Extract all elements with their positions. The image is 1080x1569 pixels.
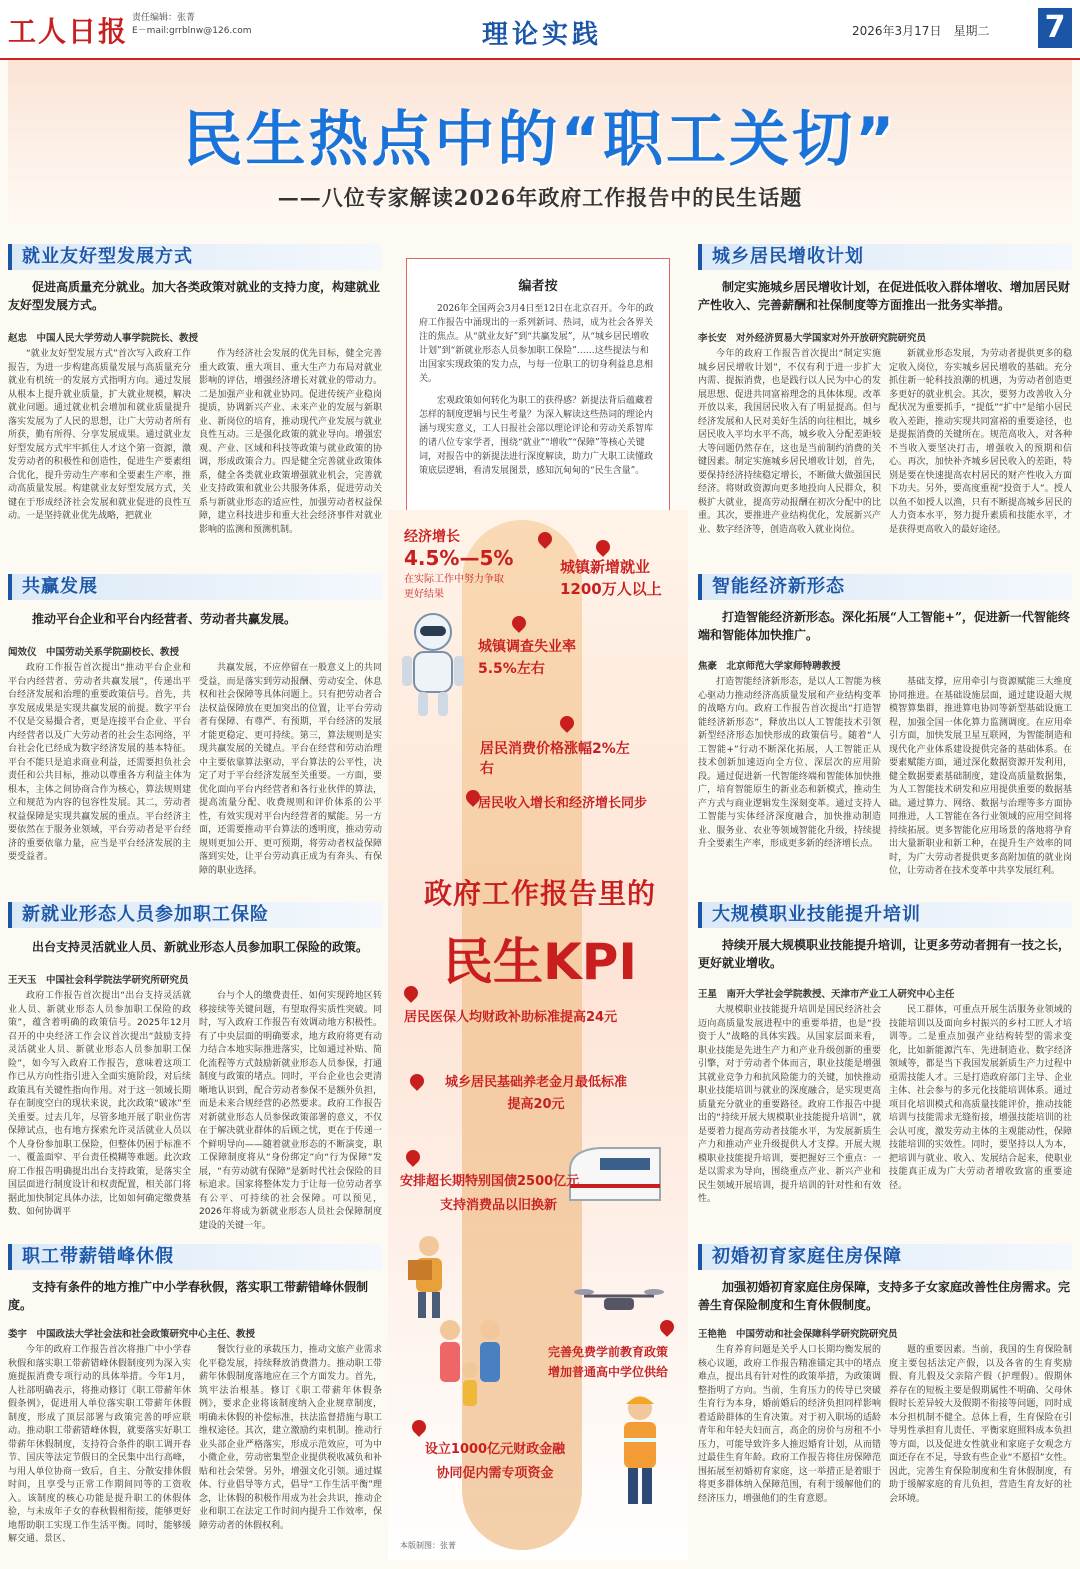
author-line: 赵忠 中国人民大学劳动人事学院院长、教授 (8, 333, 199, 344)
robot-icon (398, 610, 468, 720)
kpi-preschool-line1: 完善免费学前教育政策 (548, 1345, 669, 1359)
policy-lead: 制定实施城乡居民增收计划，在促进低收入群体增收、增加居民财产性收入、完善薪酬和社保制度等方面推出一批务实举措。 (698, 280, 1071, 312)
sanitation-worker-icon (600, 1390, 680, 1510)
drone-icon (574, 1282, 664, 1322)
article-body-col2: 作为经济社会发展的优先目标，健全完善重大政策、重大项目、重大生产力布局对就业影响的评估，增强经济增长对就业的带动力。二是加强产业和就业协同。促进传统产业稳岗提质，协调新兴产业、未来产业的发展与新职业、新岗位的培育，推动现代产业发展与就业良性互动。三是强化政策的就业导向。增强宏观、产业、区域和科技等政策与就业政策的协调，形成政策合力。四是健全完善就业政策体系，健全各类就业政策增强就业机会，完善就业支持政策和就业公共服务体系，促进劳动关系与新就业形态的适应性，加强劳动者权益保障，建立科技进步和重大社会经济事件对就业影响的监测和预测机制。 (199, 349, 382, 535)
delivery-worker-icon (404, 1232, 454, 1322)
section-title-bar (698, 1244, 1072, 1270)
policy-lead: 促进高质量充分就业。加大各类政策对就业的支持力度，构建就业友好型发展方式。 (8, 280, 381, 312)
kpi-pension-line2: 提高20元 (507, 1097, 565, 1112)
author-line: 焦豪 北京师范大学家师特聘教授 (698, 661, 841, 672)
article-body-col1: 政府工作报告首次提出“出台支持灵活就业人员、新就业形态人员参加职工保险的政策”，蕴含着明确的政策信号。2025年12月召开的中央经济工作会议首次提出“鼓励支持灵活就业人员、新就业形态人员参加职工保险”，如今写入政府工作报告，意味着这项工作已从方向性指引进入全面实施阶段，对后续政策具有关键性指向作用。对于这一领域长期存在制度空白的现状来说，此次政策“破冰”至关重要。过去几年，尽管多地开展了职业伤害保障试点，也有地方探索允许灵活就业人员以个人身份参加职工保险，但整体仍困于标准不一、覆盖面窄、平台责任模糊等难题。此次政府工作报告明确提出出台支持政策，是落实全国层面进行制度设计和权责配置，相关部门将据此加快制定具体办法，比如如何确定缴费基数、如何协调平 (8, 991, 191, 1217)
section-heading: 职工带薪错峰休假 (22, 1246, 174, 1267)
kpi-bonds-line2: 支持消费品以旧换新 (440, 1198, 558, 1213)
kpi-growth-note1: 在实际工作中努力争取 (404, 574, 504, 585)
author-line: 娄宇 中国政法大学社会法和社会政策研究中心主任、教授 (8, 1329, 256, 1340)
author-line: 闻效仪 中国劳动关系学院副校长、教授 (8, 647, 180, 658)
kpi-pension-line1: 城乡居民基础养老金月最低标准 (444, 1075, 627, 1090)
section-heading: 就业友好型发展方式 (22, 246, 193, 267)
section-title-bar (698, 574, 1072, 600)
kpi-jobs: 城镇新增就业1200万人以上 (560, 558, 662, 598)
policy-lead: 打造智能经济新形态。深化拓展“人工智能+”，促进新一代智能终端和智能体加快推广。 (698, 610, 1070, 642)
article-body-col2: 台与个人的缴费责任、如何实现跨地区转移接续等关键问题，有望取得实质性突破。同时，写入政府工作报告有效调动地方积极性。有了中央层面的明确要求，地方政府将更有动力结合本地实际推进落实，比如通过补贴、简化流程等方式鼓励新就业形态人员参保，打通制度与政策的堵点。同时，平台企业也会更清晰地认识到，配合劳动者参保不是额外负担，而是未来合规经营的必然要求。政府工作报告对新就业形态人员参保政策部署的意义，不仅在于解决就业群体的后顾之忧，更在于传递一个鲜明导向——随着就业形态的不断演变，职工保障制度将从“身份绑定”向“行为保障”发展，“有劳动就有保障”是新时代社会保险的目标追求。国家将整体发力于让每一位劳动者享有公平、可持续的社会保障。可以预见，2026年将成为新就业形态人员社会保障制度建设的关键一年。 (199, 991, 382, 1231)
article-body-col1: “就业友好型发展方式”首次写入政府工作报告，为进一步构建高质量发展与高质量充分就业有机统一的发展方式指明方向。通过发展从根本上提升就业质量，扩大就业规模，解决就业问题。通过就业机会增加和就业质量提升落实发展为了人民的思想，让广大劳动者所有所获，勤有所得、分享发展成果。通过就业友好型发展方式牢牢抓住人才这个第一资源，激发劳动者的积极性和创造性，促进生产要素组合优化，提升劳动生产率和全要素生产率，推动高质量发展。构建就业友好型发展方式，关键在于形成经济社会发展和就业促进的良性互动。一是坚持就业优先战略，把就业 (8, 349, 191, 521)
section-title-bar (698, 244, 1072, 270)
kpi-bonds-line1: 安排超长期特别国债2500亿元 (400, 1174, 580, 1189)
section-title-bar (8, 574, 382, 600)
article-body-col1: 生育养育问题是关乎人口长期均衡发展的核心议题，政府工作报告精准锚定其中的堵点难点，提出具有针对性的政策举措，为政策调整指明了方向。当前，生育压力的传导已突破生育行为本身，婚前婚后的经济负担同样影响着适龄群体的生育决策。对于初入职场的适龄青年和年轻夫妇而言，高企的房价与房租不小压力，可能导致许多人推迟婚育计划，从而错过最佳生育年龄。政府工作报告将住房保障范围拓展至初婚初育家庭，这一举措正是着眼于将更多群体纳入保障范围，有利于缓解他们的经济压力，增强他们的生育意愿。 (698, 1345, 881, 1504)
article-body-col2: 民工群体，可重点开展生活服务业领域的技能培训以及面向乡村振兴的乡村工匠人才培训等。二是重点加强产业结构转型的需求变化，比如新能源汽车、先进制造业、数字经济领域等，都是当下我国发展新质生产力过程中亟需技能人才。三是打造政府部门主导、企业主体、社会参与的多元化技能培训体系。通过项目化培训模式和高质量技能评价，推动技能培训与技能需求无缝衔接，增强技能培训的社会认可度，激发劳动主体的主观能动性，保障技能培训的实效性。同时，要坚持以人为本，把培训与就业、收入、发展结合起来，使职业技能真正成为广大劳动者增收致富的重要途径。 (889, 1005, 1072, 1191)
page-number: 7 (1038, 8, 1072, 48)
newspaper-logo: 工人日报 (8, 15, 129, 48)
kpi-growth (404, 526, 513, 600)
section-heading: 共赢发展 (22, 576, 98, 597)
author-line: 王艳艳 中国劳动和社会保障科学研究院研究员 (698, 1329, 898, 1340)
graphic-credit: 本版制图：张菁 (400, 1541, 456, 1550)
kpi-income: 居民收入增长和经济增长同步 (478, 796, 648, 811)
article-body-col2: 新就业形态发展，为劳动者提供更多的稳定收入岗位，夯实城乡居民增收的基础。充分抓住新一轮科技浪潮的机遇，为劳动者创造更多更好的就业机会。其次，要努力改善收入分配状况为重要抓手，“提低”“扩中”是缩小居民收入差距，推动实现共同富裕的重要途径，也是提振消费的关键所在。规范高收入，对各种不当收入要坚决打击，增强收入的预期和信心。再次，加快补齐城乡居民收入的差距，特别是要在快速提高农村居民的财产性收入方面下功夫。另外，要高度重视“投资于人”。授人以鱼不如授人以渔，只有不断提高城乡居民的人力资本水平，努力提升素质和技能水平，才是获得更高收入的最好途径。 (889, 349, 1072, 535)
family-icon (420, 1310, 530, 1420)
kpi-bonds (400, 1170, 590, 1218)
kpi-special-fund (400, 1438, 590, 1486)
issue-date: 2026年3月17日 星期二 (852, 24, 990, 38)
editor-note-body2: 宏观政策如何转化为职工的获得感？新提法背后蕴藏着怎样的制度逻辑与民生考量？为深入解读这些热词的理论内涵与现实意义，工人日报社会部以理论评论和劳动关系智库的诸八位专家学者，围绕“就业”“增收”“保障”等核心关键词，对报告中的新提法进行深度解读，助力广大职工读懂政策底层逻辑，看清发展图景，感知沉甸甸的“民生含量”。 (419, 396, 654, 476)
section-income-plan (698, 244, 1072, 556)
section-staggered-leave (8, 1244, 382, 1566)
section-intelligent-economy (698, 574, 1072, 886)
section-title-bar (698, 902, 1072, 928)
section-title-bar (8, 902, 382, 928)
policy-lead: 推动平台企业和平台内经营者、劳动者共赢发展。 (32, 612, 297, 626)
article-body-col2: 餐饮行业的承载压力，推动文旅产业需求化平稳发展，持续释放消费潜力。推动职工带薪年休假制度落地应在三个方面发力。首先，筑牢法治根基。修订《职工带薪年休假条例》，要求企业将该制度纳入企业规章制度，明确未休假的补偿标准，扶法监督措施与职工维权途径。其次，建立激励约束机制。推动行业头部企业严格落实，形成示范效应，可为中小微企业，劳动密集型企业提供税收减负和补贴和社会荣誉。另外，增强文化引领。通过媒体、行业倡导等方式，倡导“工作生活平衡”理念，让休假的积极作用成为社会共识，推动企业和职工在法定工作时间内提升工作效率，保障劳动者的休假权利。 (199, 1345, 382, 1531)
kpi-preschool-line2: 增加普通高中学位供给 (548, 1365, 669, 1379)
policy-lead: 支持有条件的地方推广中小学春秋假，落实职工带薪错峰休假制度。 (8, 1280, 369, 1312)
masthead (0, 0, 1080, 60)
policy-lead: 加强初婚初育家庭住房保障，支持多子女家庭改善性住房需求。完善生育保险制度和生育休假制度。 (698, 1280, 1071, 1312)
section-employment-friendly (8, 244, 382, 556)
section-title: 理论实践 (482, 20, 603, 50)
kpi-pension (426, 1072, 646, 1116)
kpi-title-line2: 民生KPI (443, 933, 637, 991)
section-heading: 城乡居民增收计划 (712, 246, 864, 267)
article-body-col1: 今年的政府工作报告首次将推广中小学春秋假和落实职工带薪错峰休假制度列为深入实施提振消费专项行动的具体举措。今年1月，人社部明确表示，将推动修订《职工带薪年休假条例》，促进用人单位落实职工带薪年休假制度，形成了顶层部署与政策完善的呼应联动。推动职工带薪错峰休假，就要落实好职工带薪年休假制度，支持符合条件的职工调开春节、国庆等法定节假日的全民集中出行高峰，与用人单位协商一致后，自主、分散安排休假时间，且享受与正常工作期间同等的工资收入。该制度的核心功能是提升职工的休假体验，与未成年子女的春秋假相衔接，能够更好地帮助职工实现工作生活平衡。同时，能够缓解交通、景区、 (8, 1345, 191, 1544)
section-heading: 新就业形态人员参加职工保险 (22, 904, 269, 925)
email-line: E－mail:grrblnw@126.com (132, 26, 252, 36)
sub-headline: ——八位专家解读2026年政府工作报告中的民生话题 (277, 185, 803, 210)
kpi-title-line1: 政府工作报告里的 (423, 877, 656, 910)
author-line: 王星 南开大学社会学院教授、天津市产业工人研究中心主任 (698, 989, 955, 1000)
kpi-fund-line2: 协同促内需专项资金 (436, 1466, 554, 1481)
article-body-col1: 大规模职业技能提升培训是国民经济社会迈向高质量发展进程中的重要举措，也是“投资于人”战略的具体实践。从国家层面来看，职业技能是先进生产力和产业升级创新的重要引擎，对于劳动者个体而言，职业技能是增强其就业竞争力和抗风险能力的关键，加快推动职业技能培训与就业的深度融合，是实现更高质量充分就业的重要路径。政府工作报告中提出的“持续开展大规模职业技能提升培训”，就是要着力提高劳动者技能水平，为发展新质生产力和推动产业升级提供人才支撑。开展大规模职业技能提升培训，要把握好三个重点：一是以需求为导向，围绕重点产业、新兴产业和民生领域开展培训，提升培训的针对性和有效性。 (698, 1005, 881, 1204)
kpi-growth-label: 经济增长 (404, 529, 460, 545)
kpi-medical: 居民医保人均财政补助标准提高24元 (404, 1010, 618, 1025)
kpi-fund-line1: 设立1000亿元财政金融 (424, 1442, 566, 1457)
section-title-bar (8, 244, 382, 270)
kpi-unemployment: 城镇调查失业率5.5%左右 (478, 639, 576, 677)
section-title-bar (8, 1244, 382, 1270)
kpi-growth-value: 4.5%—5% (404, 546, 514, 570)
section-heading: 大规模职业技能提升培训 (712, 904, 921, 925)
section-win-win (8, 574, 382, 884)
section-heading: 智能经济新形态 (712, 576, 845, 597)
kpi-preschool (548, 1342, 688, 1382)
author-line: 王天玉 中国社会科学院法学研究所研究员 (8, 975, 189, 986)
editor-note-body1: 2026年全国两会3月4日至12日在北京召开。今年的政府工作报告中涌现出的一系列新词、热词，成为社会各界关注的焦点。从“就业友好”到“共赢发展”，从“城乡居民增收计划”到“新就业形态人员参加职工保险”……这些提法与和出国家实现政策的发力点，与每一位职工的切身利益息息相关。 (419, 304, 654, 384)
article-body-col1: 打造智能经济新形态，是以人工智能为核心驱动力推动经济高质量发展和产业结构变革的战略方向。政府工作报告首次提出“打造智能经济新形态”，释放出以人工智能技术引领新型经济形态加快形成的政策信号。随着“人工智能+”行动不断深化拓展，人工智能正从技术创新加速迈向全方位、深层次的应用阶段。通过促进新一代智能终端和智能体加快推广，培育智能原生的新业态和新模式，推动生产方式与商业逻辑发生深刻变革。通过支持人工智能与实体经济深度融合，加快推动制造业、服务业、农业等领域智能化升级，持续提升全要素生产率，形成更多新的经济增长点。 (698, 677, 881, 849)
section-new-employment-insurance (8, 902, 382, 1231)
kpi-growth-note2: 更好结果 (404, 589, 444, 600)
editor-note-box (406, 258, 670, 512)
article-body-col2: 基础支撑，应用牵引与资源赋能三大维度协同推进。在基础设施层面，通过建设超大规模智算集群，推进算电协同等新型基础设施工程，加强全国一体化算力监测调度。在应用牵引方面，加快发展卫星互联网，为智能制造和现代化产业体系建设提供完备的基础体系。在要素赋能方面，通过深化数据资源开发利用，健全数据要素基础制度，建设高质量数据集，为人工智能技术研发和应用提供重要的数据基础。通过算力、网络、数据与治理等多方面协同推进，人工智能在各行业领域的应用空间将持续拓展。更多智能化应用场景的落地将孕育出大量新职业和新工种，在提升生产效率的同时，为广大劳动者提供更多高附加值的就业岗位，让劳动者在技术变革中共享发展红利。 (889, 677, 1072, 876)
editor-note-title: 编者按 (518, 279, 558, 294)
policy-lead: 持续开展大规模职业技能提升培训，让更多劳动者拥有一技之长，更好就业增收。 (698, 938, 1071, 970)
author-line: 李长安 对外经济贸易大学国家对外开放研究院研究员 (698, 333, 927, 344)
section-heading: 初婚初育家庭住房保障 (712, 1246, 902, 1267)
article-body-col2: 题的重要因素。当前，我国的生育保险制度主要包括法定产假，以及各省的生育奖励假、育儿假及父亲陪产假（护理假）。假期休养存在的短板主要是假期属性不明确、父母休假时长差异较大及假期不衔接等问题，同时成本分担机制不健全。总体上看，生育保险在引导男性承担育儿责任、平衡家庭照料成本负担等方面，以及促进女性就业和家庭子女观念方面还存在不足，导致有些企业“不愿招”女性。因此，完善生育保险制度和生育休假制度，有助于缓解家庭的育儿负担，营造生育友好的社会环境。 (889, 1345, 1072, 1504)
editor-line: 责任编辑：张菁 (132, 13, 196, 23)
article-body-col1: 政府工作报告首次提出“推动平台企业和平台内经营者、劳动者共赢发展”，传递出平台经济发展和治理的重要政策信号。首先，共享发展成果是实现共赢发展的前提。数字平台不仅是交易撮合者，更是连接平台企业、平台内经营者以及广大劳动者的社会生态网络，平台社会化已经成为数字经济发展的基本特征。平台不能只是追求商业利益，还需要担负社会责任和公共目标，推动以尊重各方利益主体为根本，主体之间协商合作为核心，算法规则建立和规范为内容的包容性发展。其二，劳动者权益保障是实现共赢发展的重点。平台经济主要依然在于服务业领域，平台劳动者是平台经济的重要依靠力量，应当是平台经济发展的主要受益者。 (8, 663, 191, 862)
section-skills-training (698, 902, 1072, 1226)
editor-info (132, 12, 252, 38)
main-headline: 民生热点中的“职工关切” (182, 105, 898, 175)
kpi-cpi: 居民消费价格涨幅2%左右 (480, 741, 630, 777)
section-housing-support (698, 1244, 1072, 1566)
policy-lead: 出台支持灵活就业人员、新就业形态人员参加职工保险的政策。 (32, 940, 369, 954)
article-body-col1: 今年的政府工作报告首次提出“制定实施城乡居民增收计划”，不仅有利于进一步扩大内需、提振消费，也是践行以人民为中心的发展思想、促进共同富裕理念的具体体现。改革开放以来，我国居民收入有了明显提高。但与经济发展和人民对美好生活的向往相比，城乡居民收入平均水平不高，城乡收入分配差距较大等问题仍然存在，这也是当前制约消费的关键因素。制定实施城乡居民增收计划，首先，要保持经济持续稳定增长，不断做大做强国民经济。将财政资源向更多地投向人民群众，积极扩大就业，提高劳动报酬在初次分配中的比重。其次，要推进产业结构优化，发展新兴产业、数字经济等，创造高收入就业岗位。 (698, 349, 881, 535)
article-body-col2: 共赢发展，不应停留在一般意义上的共同受益，而是落实到劳动报酬、劳动安全、休息权和社会保障等具体问题上。只有把劳动者合法权益保障放在更加突出的位置，让平台劳动者有保障、有尊严、有预期，平台经济的发展才能更稳定、更可持续。第三，算法规则是实现共赢发展的关键点。平台在经营和劳动治理中主要依靠算法驱动，平台算法的公平性，决定了对于平台经济发展至关重要。一方面，要优化面向平台内经营者和各行业伙伴的算法，提高流量分配、收费规则和评价体系的公平性，有效实现对平台内经营者的赋能。另一方面，还需要推动平台算法的透明度，推动劳动规则更加公开、更可预期，将劳动者权益保障落到实处，让平台劳动真正成为有奔头、有保障的职业选择。 (199, 663, 382, 876)
